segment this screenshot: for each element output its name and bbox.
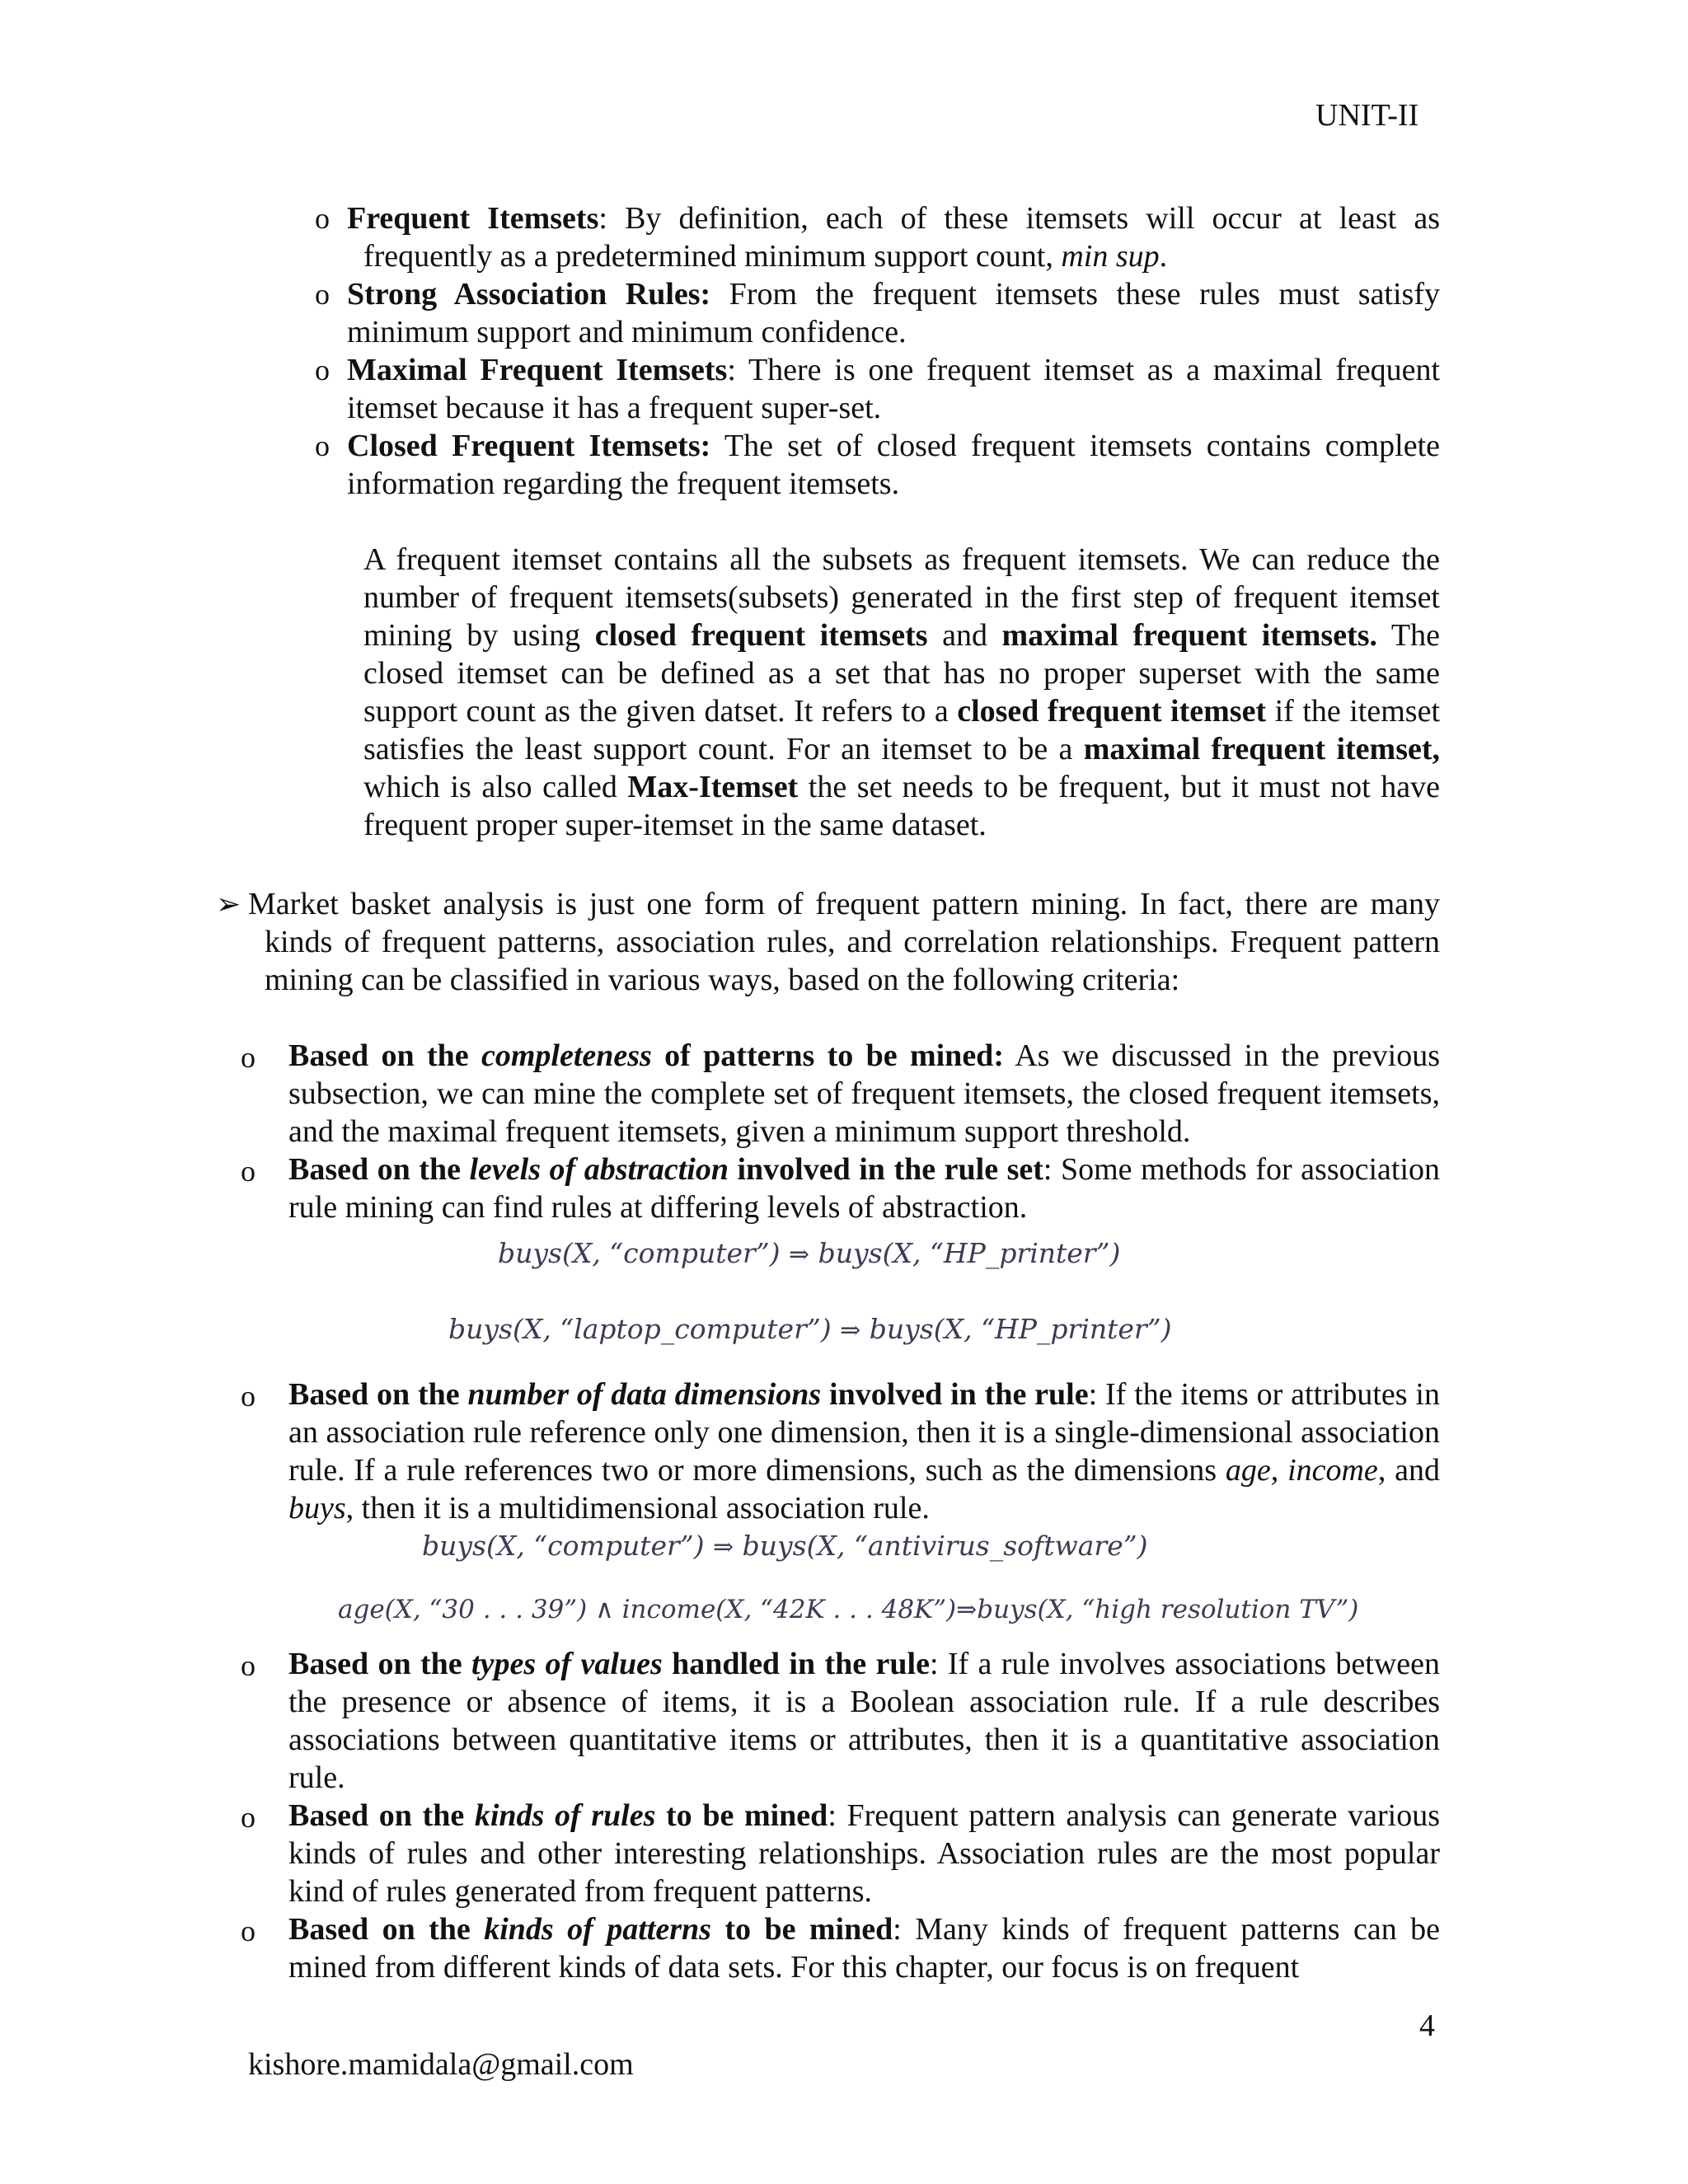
bold-italic-term: number of data dimensions [467,1377,822,1412]
bullet-marker: o [315,429,330,462]
formula-rhs: buys(X, “antivirus_software”) [742,1530,1148,1562]
formula-rhs: buys(X, “HP_printer”) [869,1313,1172,1345]
bold-term: maximal frequent itemset, [1083,732,1440,766]
criterion-patterns [288,1910,1440,1986]
bullet-marker: o [241,1649,256,1682]
separator: : [727,353,736,387]
bullet-marker: o [241,1801,256,1834]
italic-term: buys [288,1491,346,1526]
text: , and [1377,1453,1441,1488]
implies-symbol: ⇒ [840,1316,861,1345]
unit-header: UNIT-II [1315,98,1419,133]
separator: : [598,201,607,236]
text: , then it is a multidimensional association rule. [345,1491,930,1526]
formula-lhs: buys(X, “laptop_computer”) [448,1313,832,1345]
arrow-bullet-icon: ➢ [216,888,241,921]
and-symbol: ∧ [595,1595,614,1624]
bold-text: to be mined [655,1798,828,1833]
bullet-marker: o [315,278,330,311]
implies-symbol: ⇒ [713,1533,734,1562]
bold-text: involved in the rule set [728,1152,1043,1187]
bold-italic-term: types of values [471,1647,663,1681]
page-number: 4 [1419,2008,1435,2043]
bold-term: closed frequent itemset [957,694,1267,729]
implies-symbol: ⇒ [789,1240,810,1269]
definition-text: There is one frequent itemset as a maximal frequent itemset because it has a frequent super-set. [347,353,1441,425]
bold-italic-term: completeness [481,1038,652,1073]
formula-buys: buys(X, “high resolution TV”) [977,1595,1359,1624]
text: A frequent itemset contains all the subsets as frequent itemsets. We can reduce the number of frequent itemsets(subsets) generated in the first step of frequent itemset mining by using [363,542,1440,653]
criterion-completeness [288,1037,1440,1151]
text: and [927,618,1002,653]
text: if the itemset satisfies the least support count. For an itemset to be a [363,694,1441,766]
criterion-values [288,1645,1440,1797]
text: The closed itemset can be defined as a set that has no proper superset with the same support count as the given datset. It refers to a [363,618,1440,729]
bullet-marker: o [241,1380,256,1413]
text: : Many kinds of frequent patterns can be mined from different kinds of data sets. For this chapter, our focus is on frequent [288,1912,1441,1985]
bold-text: of patterns to be mined: [651,1038,1004,1073]
min-sup-term: min sup [1061,239,1160,274]
term-maximal-itemsets: Maximal Frequent Itemsets [347,353,728,387]
bold-italic-term: kinds of patterns [484,1912,711,1947]
implies-symbol: ⇒ [956,1596,978,1624]
itemset-explanation-paragraph [363,541,1440,844]
text: : If a rule involves associations between the presence or absence of items, it is a Boolean association rule. If a rule describes associations between quantitative items or attributes, then it is a quantitative association rule. [288,1647,1440,1795]
formula-income: income(X, “42K . . . 48K”) [621,1595,957,1624]
text: : Some methods for association rule mining can find rules at differing levels of abstraction. [288,1152,1441,1225]
definition-text: By definition, each of these itemsets will occur at least as frequently as a predetermined minimum support count, [363,201,1440,274]
text: which is also called [363,770,628,804]
bold-text: handled in the rule [662,1647,930,1681]
period: . [1159,239,1168,274]
formula-computer-antivirus [422,1530,1147,1562]
definition-text: The set of closed frequent itemsets contains complete information regarding the frequent itemsets. [347,429,1440,501]
author-email: kishore.mamidala@gmail.com [248,2047,634,2082]
bold-term: maximal frequent itemsets. [1001,618,1378,653]
type-maximal-itemsets [347,351,1440,427]
term-closed-itemsets: Closed Frequent Itemsets: [347,429,711,463]
bullet-marker: o [241,1915,256,1947]
bold-italic-term: kinds of rules [474,1798,656,1833]
formula-age: age(X, “30 . . . 39”) [338,1595,588,1624]
bold-text: Based on the [288,1647,472,1681]
bold-term: closed frequent itemsets [594,618,928,653]
bullet-marker: o [315,354,330,387]
bullet-marker: o [241,1041,256,1074]
formula-lhs: buys(X, “computer”) [422,1530,705,1562]
bold-text: Based on the [288,1377,468,1412]
type-strong-rules [347,275,1440,351]
formula-age-income-tv [338,1595,1358,1624]
formula-laptop-printer [448,1313,1171,1345]
text: : Frequent pattern analysis can generate various kinds of rules and other interesting relationships. Association rules are the most popular kind of rules generated from frequent patterns. [288,1798,1440,1909]
bold-italic-term: levels of abstraction [469,1152,729,1187]
term-strong-rules: Strong Association Rules: [347,277,711,312]
bullet-marker: o [241,1155,256,1188]
criterion-rules [288,1797,1440,1910]
italic-term: age, income [1225,1453,1378,1488]
type-closed-itemsets [347,427,1440,503]
bold-text: Based on the [288,1912,485,1947]
bold-text: Based on the [288,1152,470,1187]
definition-text: From the frequent itemsets these rules must satisfy minimum support and minimum confidence. [347,277,1440,349]
criterion-levels [288,1151,1440,1226]
bold-text: to be mined [710,1912,893,1947]
bold-term: Max-Itemset [627,770,799,804]
type-frequent-itemsets [347,199,1440,275]
bold-text: involved in the rule [821,1377,1089,1412]
bold-text: Based on the [288,1798,475,1833]
criterion-dimensions [288,1376,1440,1527]
bold-text: Based on the [288,1038,481,1073]
text: As we discussed in the previous subsection, we can mine the complete set of frequent itemsets, the closed frequent itemsets, and the maximal frequent itemsets, given a minimum support threshold. [288,1038,1441,1149]
bullet-marker: o [315,202,330,235]
formula-lhs: buys(X, “computer”) [498,1237,781,1269]
term-frequent-itemsets: Frequent Itemsets [347,201,599,236]
text: : If the items or attributes in an association rule reference only one dimension, then it is a single-dimensional association rule. If a rule references two or more dimensions, such as the dimensions [288,1377,1440,1488]
formula-rhs: buys(X, “HP_printer”) [818,1237,1121,1269]
market-basket-paragraph: Market basket analysis is just one form of frequent pattern mining. In fact, there are many kinds of frequent patterns, association rules, and correlation relationships. Frequent pattern mining can be classified in various ways, based on the following criteria: [248,887,1440,997]
formula-computer-printer [498,1237,1120,1269]
text: the set needs to be frequent, but it must not have frequent proper super-itemset in the same dataset. [363,770,1441,842]
